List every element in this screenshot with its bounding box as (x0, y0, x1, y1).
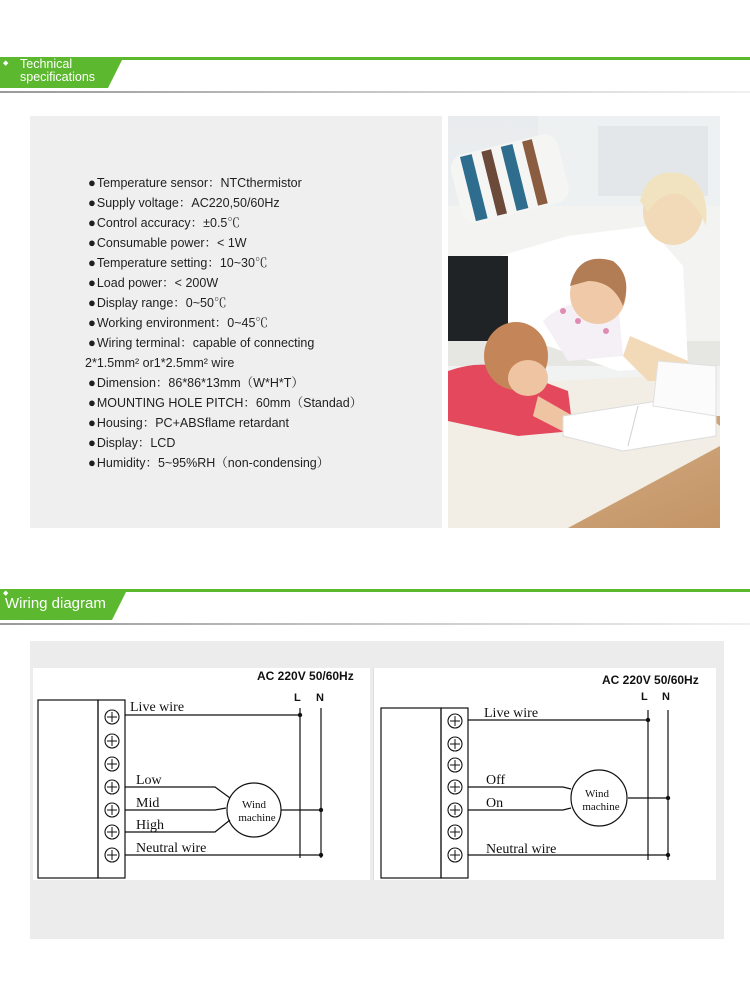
header-underline (0, 623, 750, 625)
bullet-icon: ● (88, 275, 96, 290)
on-label: On (486, 796, 504, 811)
diamond-icon: ◆ (3, 590, 9, 597)
neutral-wire-label: Neutral wire (136, 841, 207, 856)
bullet-icon: ● (88, 335, 96, 350)
wiring-diagram-on-off (373, 668, 716, 880)
mid-label: Mid (136, 796, 160, 811)
supply-label: AC 220V 50/60Hz (602, 673, 699, 687)
section-title: Wiring diagram (5, 595, 106, 612)
machine-label: machine (582, 801, 620, 813)
spec-item: ●Load power：< 200W (88, 275, 219, 290)
machine-label: machine (238, 812, 276, 824)
bullet-icon: ● (88, 195, 96, 210)
live-wire-label: Live wire (130, 700, 185, 715)
spec-item-continuation: 2*1.5mm² or1*2.5mm² wire (85, 356, 235, 370)
spec-item: ●Consumable power：< 1W (88, 235, 247, 250)
bullet-icon: ● (88, 315, 96, 330)
spec-item: ●MOUNTING HOLE PITCH：60mm（Standad） (88, 395, 363, 410)
bullet-icon: ● (88, 455, 96, 470)
family-photo-illustration (448, 116, 720, 528)
bullet-icon: ● (88, 395, 96, 410)
l-label: L (294, 692, 301, 704)
bullet-icon: ● (88, 235, 96, 250)
bullet-icon: ● (88, 435, 96, 450)
diamond-icon: ◆ (3, 60, 9, 67)
spec-item: ●Control accuracy：±0.5℃ (88, 215, 240, 230)
bullet-icon: ● (88, 415, 96, 430)
wind-label: Wind (585, 788, 609, 800)
spec-item: ●Housing：PC+ABSflame retardant (88, 415, 289, 430)
specifications-panel (30, 116, 442, 528)
high-label: High (136, 818, 164, 833)
spec-item: ●Wiring terminal：capable of connecting (88, 335, 315, 350)
family-photo (448, 116, 720, 528)
bullet-icon: ● (88, 375, 96, 390)
section-header-wiring (0, 589, 750, 625)
spec-item: ●Temperature setting：10~30℃ (88, 255, 268, 270)
header-underline (0, 91, 750, 93)
wind-label: Wind (242, 799, 266, 811)
bullet-icon: ● (88, 215, 96, 230)
spec-item: ●Dimension：86*86*13mm（W*H*T） (88, 375, 304, 390)
spec-item: ●Humidity：5~95%RH（non-condensing） (88, 455, 330, 470)
spec-item: ●Temperature sensor：NTCthermistor (88, 175, 302, 190)
n-label: N (316, 692, 324, 704)
off-label: Off (486, 773, 506, 788)
specifications-list (85, 173, 428, 473)
thermostat-body (38, 700, 98, 878)
n-label: N (662, 691, 670, 703)
section-title: Technical specifications (20, 57, 96, 84)
thermostat-body (381, 708, 441, 878)
live-wire-label: Live wire (484, 706, 539, 721)
section-header-specifications (0, 57, 750, 93)
low-label: Low (136, 773, 162, 788)
l-label: L (641, 691, 648, 703)
bullet-icon: ● (88, 255, 96, 270)
bullet-icon: ● (88, 175, 96, 190)
neutral-wire-label: Neutral wire (486, 842, 557, 857)
supply-label: AC 220V 50/60Hz (257, 669, 354, 683)
spec-item: ●Display range：0~50℃ (88, 295, 227, 310)
spec-item: ●Working environment：0~45℃ (88, 315, 268, 330)
wiring-diagram-three-speed (33, 668, 370, 880)
bullet-icon: ● (88, 295, 96, 310)
spec-item: ●Display：LCD (88, 435, 176, 450)
spec-item: ●Supply voltage：AC220,50/60Hz (88, 195, 280, 210)
